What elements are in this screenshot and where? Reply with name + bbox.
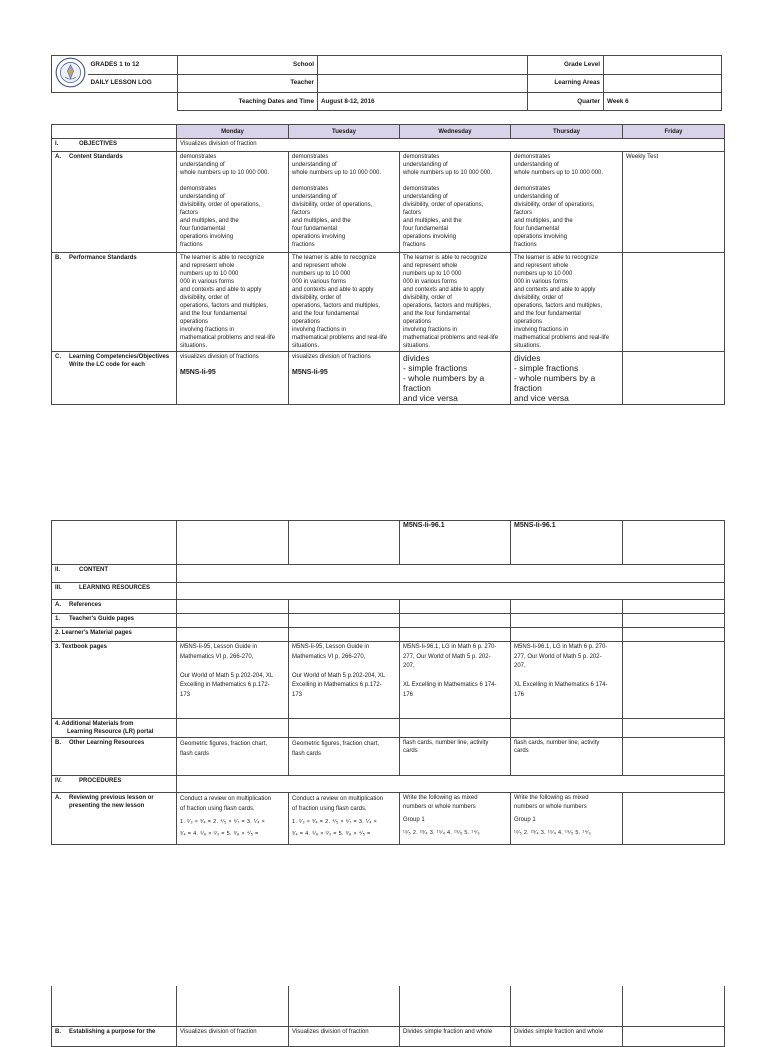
review-row	[52, 793, 725, 845]
grade-level-value	[604, 56, 722, 75]
header-blank	[52, 93, 178, 111]
content-standards-row	[52, 152, 725, 253]
learning-areas-value	[604, 74, 722, 93]
content-standards-thursday: demonstrates understanding of whole numbers up to 10 000 000. demonstrates understanding of divisibility, order of operations, factors and multiples, and the four fundamental operations involving fractions	[511, 152, 623, 253]
learners-material-label: 2. Learner's Material pages	[52, 628, 177, 642]
performance-standards-label: B. Performance Standards	[52, 253, 177, 352]
mult-exercise-line-2: ³⁄₄ = 4. ⁵⁄₆ × ²⁄₃ = 5. ³⁄₈ × ⁴⁄₅ =	[292, 831, 371, 837]
procedures-label: IV. PROCEDURES	[52, 776, 177, 793]
teaching-dates-label: Teaching Dates and Time	[178, 93, 318, 111]
textbook-wednesday: M5NS-Ii-96.1, LG in Math 6 p. 270- 277, Our World of Math 5 p. 202- 207, XL Excelling in Mathematics 6 174- 176	[400, 642, 511, 719]
review-tuesday: Conduct a review on multiplication of fraction using flash cards. 1. ²⁄₃ × ³⁄₄ = 2. ⁴⁄₅ × ⁶⁄₇ = 3. ¹⁄₄ × ³⁄₄ = 4. ⁵⁄₆ × ²⁄₃ = 5. ³⁄₈ × ⁴⁄₅ =	[289, 793, 400, 845]
performance-standards-thursday: The learner is able to recognize and represent whole numbers up to 10 000 000 in various forms and contexts and able to apply divisibility, order of operations, factors and multiples, and the four fundamental operations involving fractions in mathematical problems and real-life situations.	[511, 253, 623, 352]
purpose-table	[51, 986, 725, 1047]
review-wednesday: Write the following as mixed numbers or whole numbers Group 1 ¹²⁄₅ 2. ²³⁄₄ 3. ¹⁵⁄₄ 4. ¹⁹⁄₅ 5. ¹⁴⁄₃	[400, 793, 511, 845]
competencies-label: C. Learning Competencies/Objectives Write the LC code for each	[52, 352, 177, 405]
textbook-thursday: M5NS-Ii-96.1, LG in Math 6 p. 270- 277, Our World of Math 5 p. 202- 207, XL Excelling in Mathematics 6 174- 176	[511, 642, 623, 719]
mult-exercise-line-1: 1. ²⁄₃ × ³⁄₄ = 2. ⁴⁄₅ × ⁶⁄₇ = 3. ¹⁄₄ ×	[292, 819, 378, 825]
content-row	[52, 565, 725, 583]
quarter-label: Quarter	[528, 93, 604, 111]
resources-table	[51, 520, 725, 845]
review-thursday: Write the following as mixed numbers or whole numbers Group 1 ¹²⁄₅ 2. ²³⁄₄ 3. ¹⁵⁄₄ 4. ¹⁹⁄₅ 5. ¹⁴⁄₃	[511, 793, 623, 845]
lc-code-monday: M5NS-Ii-95	[180, 369, 216, 376]
day-wednesday: Wednesday	[400, 125, 511, 139]
teachers-guide-label: 1. Teacher's Guide pages	[52, 614, 177, 628]
other-resources-monday: Geometric figures, fraction chart, flash cards	[177, 738, 289, 776]
purpose-row	[52, 986, 725, 1026]
competencies-tuesday: visualizes division of fractions M5NS-Ii-95	[289, 352, 400, 405]
teachers-guide-row	[52, 614, 725, 628]
textbook-label: 3. Textbook pages	[52, 642, 177, 719]
lc-code-wednesday: M5NS-Ii-96.1	[400, 521, 511, 565]
other-resources-wednesday: flash cards, number line, activity cards	[400, 738, 511, 776]
purpose-wednesday: Divides simple fraction and whole	[400, 1026, 511, 1046]
textbook-monday: M5NS-Ii-95, Lesson Guide in Mathematics VI p. 266-270, Our World of Math 5 p.202-204, XL Excelling in Mathematics 6 p.172- 173	[177, 642, 289, 719]
teaching-dates-value: August 8-12, 2016	[318, 93, 528, 111]
learning-resources-label: III. LEARNING RESOURCES	[52, 583, 177, 600]
day-header-row	[52, 125, 725, 139]
objectives-table	[51, 124, 725, 405]
competencies-row	[52, 352, 725, 405]
day-tuesday: Tuesday	[289, 125, 400, 139]
corner-cell	[52, 125, 177, 139]
day-friday: Friday	[623, 125, 725, 139]
lc-code-continued-row	[52, 521, 725, 565]
review-label: A. Reviewing previous lesson or presenting the new lesson	[52, 793, 177, 845]
school-label: School	[178, 56, 318, 75]
deped-seal-icon	[55, 57, 86, 88]
performance-standards-wednesday: The learner is able to recognize and represent whole numbers up to 10 000 000 in various forms and contexts and able to apply divisibility, order of operations, factors and multiples, and the four fundamental operations involving fractions in mathematical problems and real-life situations.	[400, 253, 511, 352]
day-thursday: Thursday	[511, 125, 623, 139]
content-standards-label: A. Content Standards	[52, 152, 177, 253]
lc-code-thursday: M5NS-Ii-96.1	[511, 521, 623, 565]
school-value	[318, 56, 528, 75]
performance-standards-tuesday: The learner is able to recognize and represent whole numbers up to 10 000 000 in various forms and contexts and able to apply divisibility, order of operations, factors and multiples, and the four fundamental operations involving fractions in mathematical problems and real-life situations.	[289, 253, 400, 352]
review-monday: Conduct a review on multiplication of fraction using flash cards. 1. ²⁄₃ × ³⁄₄ = 2. ⁴⁄₅ × ⁶⁄₇ = 3. ¹⁄₄ × ³⁄₄ = 4. ⁵⁄₆ × ²⁄₃ = 5. ³⁄₈ × ⁴⁄₅ =	[177, 793, 289, 845]
purpose-thursday: Divides simple fraction and whole	[511, 1026, 623, 1046]
purpose-tuesday: Visualizes division of fraction	[289, 1026, 400, 1046]
daily-lesson-log-title: DAILY LESSON LOG	[88, 74, 178, 93]
quarter-value: Week 6	[604, 93, 722, 111]
other-resources-row	[52, 738, 725, 776]
mixed-number-exercise: ¹²⁄₅ 2. ²³⁄₄ 3. ¹⁵⁄₄ 4. ¹⁹⁄₅ 5. ¹⁴⁄₃	[403, 830, 480, 836]
textbook-tuesday: M5NS-Ii-95, Lesson Guide in Mathematics VI p. 266-270, Our World of Math 5 p.202-204, XL Excelling in Mathematics 6 p.172- 173	[289, 642, 400, 719]
objectives-text: Visualizes division of fraction	[177, 139, 725, 152]
competencies-thursday: divides - simple fractions - whole numbers by a fraction and vice versa	[511, 352, 623, 405]
learners-material-row	[52, 628, 725, 642]
logo-cell	[52, 56, 88, 93]
competencies-friday	[623, 352, 725, 405]
header-table	[51, 55, 722, 111]
content-standards-tuesday: demonstrates understanding of whole numbers up to 10 000 000. demonstrates understanding of divisibility, order of operations, factors and multiples, and the four fundamental operations involving fractions	[289, 152, 400, 253]
day-monday: Monday	[177, 125, 289, 139]
performance-standards-monday: The learner is able to recognize and represent whole numbers up to 10 000 000 in various forms and contexts and able to apply divisibility, order of operations, factors and multiples, and the four fundamental operations involving fractions in mathematical problems and real-life situations.	[177, 253, 289, 352]
grades-label: GRADES 1 to 12	[88, 56, 178, 75]
purpose-monday: Visualizes division of fraction	[177, 1026, 289, 1046]
objectives-row	[52, 139, 725, 152]
other-resources-label: B. Other Learning Resources	[52, 738, 177, 776]
mixed-number-exercise: ¹²⁄₅ 2. ²³⁄₄ 3. ¹⁵⁄₄ 4. ¹⁹⁄₅ 5. ¹⁴⁄₃	[514, 830, 591, 836]
additional-materials-row	[52, 719, 725, 738]
objectives-label: I. OBJECTIVES	[52, 139, 177, 152]
teacher-value	[318, 74, 528, 93]
teacher-label: Teacher	[178, 74, 318, 93]
other-resources-thursday: flash cards, number line, activity cards	[511, 738, 623, 776]
other-resources-tuesday: Geometric figures, fraction chart, flash cards	[289, 738, 400, 776]
group-label: Group 1	[403, 817, 425, 823]
textbook-row	[52, 642, 725, 719]
content-standards-monday: demonstrates understanding of whole numbers up to 10 000 000. demonstrates understanding of divisibility, order of operations, factors and multiples, and the four fundamental operations involving fractions	[177, 152, 289, 253]
content-label: II. CONTENT	[52, 565, 177, 583]
content-standards-wednesday: demonstrates understanding of whole numbers up to 10 000 000. demonstrates understanding of divisibility, order of operations, factors and multiples, and the four fundamental operations involving fractions	[400, 152, 511, 253]
competencies-wednesday: divides - simple fractions - whole numbers by a fraction and vice versa	[400, 352, 511, 405]
content-standards-friday: Weekly Test	[623, 152, 725, 253]
competencies-monday: visualizes division of fractions M5NS-Ii-95	[177, 352, 289, 405]
references-row	[52, 600, 725, 614]
mult-exercise-line-1: 1. ²⁄₃ × ³⁄₄ = 2. ⁴⁄₅ × ⁶⁄₇ = 3. ¹⁄₄ ×	[180, 819, 266, 825]
performance-standards-friday	[623, 253, 725, 352]
group-label: Group 1	[514, 817, 536, 823]
lc-code-tuesday: M5NS-Ii-95	[292, 369, 328, 376]
mult-exercise-line-2: ³⁄₄ = 4. ⁵⁄₆ × ²⁄₃ = 5. ³⁄₈ × ⁴⁄₅ =	[180, 831, 259, 837]
references-label: A. References	[52, 600, 177, 614]
purpose-label: B. Establishing a purpose for the	[52, 1026, 177, 1046]
additional-materials-label: 4. Additional Materials from Learning Resource (LR) portal	[52, 719, 177, 738]
performance-standards-row	[52, 253, 725, 352]
learning-resources-row	[52, 583, 725, 600]
learning-areas-label: Learning Areas	[528, 74, 604, 93]
procedures-row	[52, 776, 725, 793]
purpose-content-row	[52, 1026, 725, 1046]
grade-level-label: Grade Level	[528, 56, 604, 75]
